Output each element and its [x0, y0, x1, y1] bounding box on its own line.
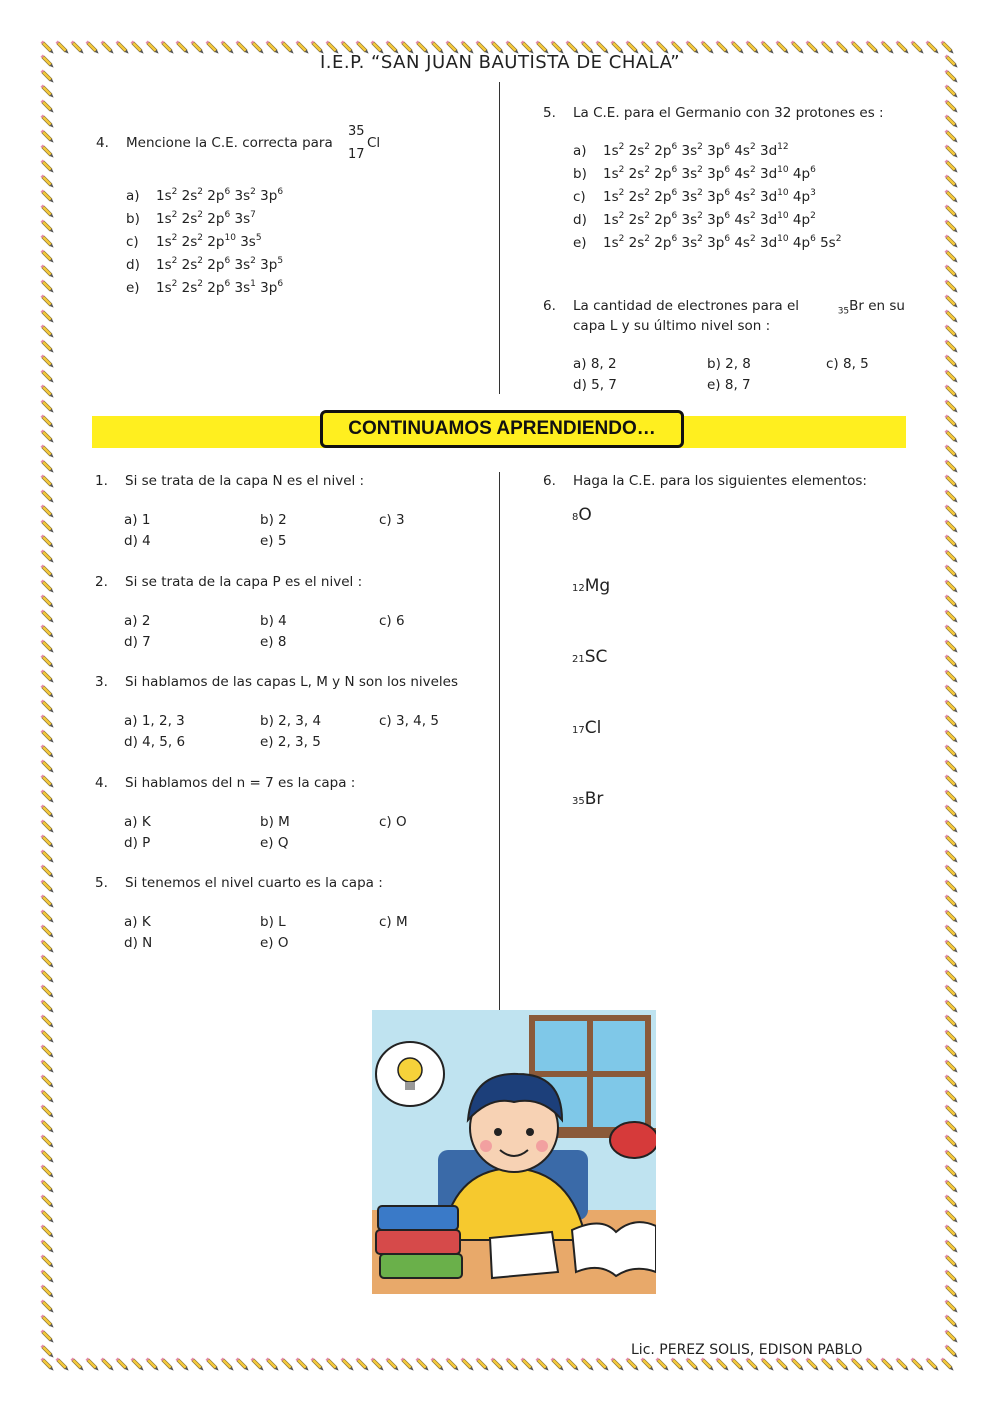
option-a: a) 1 [124, 512, 151, 528]
question-text: Si se trata de la capa P es el nivel : [125, 573, 363, 590]
atomic-number: 21 [572, 654, 585, 665]
element-cl [572, 718, 601, 738]
author-signature: Lic. PEREZ SOLIS, EDISON PABLO [631, 1342, 863, 1358]
text-part: La cantidad de electrones para el [573, 298, 800, 314]
element-symbol: O [578, 505, 592, 525]
question-5 [95, 873, 485, 895]
question-text: Mencione la C.E. correcta para [126, 135, 333, 151]
question-number: 5. [95, 875, 108, 891]
option-b: b) 2 [260, 512, 287, 528]
text-part: Br en su [849, 298, 905, 314]
option-b: b) 4 [260, 612, 287, 629]
option-c: c) 3 [379, 512, 405, 528]
question-6-top [543, 296, 908, 340]
element-br [572, 789, 603, 809]
question-number: 6. [543, 298, 556, 314]
question-text: Si hablamos del n = 7 es la capa : [125, 774, 356, 791]
option-a: a) 1, 2, 3 [124, 713, 185, 729]
question-1 [95, 471, 485, 493]
column-divider-bottom [499, 472, 500, 1010]
option-e: e) O [260, 935, 289, 951]
isotope-symbol: Cl [367, 135, 381, 151]
question-number: 4. [96, 135, 109, 151]
bromine-atomic-number: 35 [837, 306, 850, 317]
option-c: c) $1s^2$ $2s^2$ $2p^6$ $3s^2$ $3p^6$ $4s^2$ $3d^{10}$ $4p^3$ [573, 188, 816, 205]
question-text: Si se trata de la capa N es el nivel : [125, 473, 365, 489]
option-d: d) 4, 5, 6 [124, 734, 186, 750]
option-c: c) O [379, 813, 407, 830]
option-b: b) $1s^2$ $2s^2$ $2p^6$ $3s^7$ [126, 210, 256, 227]
school-title: I.E.P. “SAN JUAN BAUTISTA DE CHALA” [319, 52, 681, 73]
question-text-line2: capa L y su último nivel son : [573, 318, 771, 334]
student-studying-icon [372, 1010, 656, 1294]
section-title: CONTINUAMOS APRENDIENDO… [320, 410, 684, 448]
option-a: a) K [124, 914, 151, 930]
question-2 [95, 572, 485, 594]
option-d: d) $1s^2$ $2s^2$ $2p^6$ $3s^2$ $3p^5$ [126, 256, 284, 273]
option-e: e) 8, 7 [707, 377, 751, 393]
question-4 [95, 773, 485, 795]
option-c: c) 3, 4, 5 [379, 713, 439, 729]
question-text: Si hablamos de las capas L, M y N son los niveles [125, 674, 459, 690]
option-e: e) $1s^2$ $2s^2$ $2p^6$ $3s^2$ $3p^6$ $4s^2$ $3d^{10}$ $4p^6$ $5s^2$ [573, 234, 842, 251]
option-d: d) $1s^2$ $2s^2$ $2p^6$ $3s^2$ $3p^6$ $4s^2$ $3d^{10}$ $4p^2$ [573, 211, 816, 228]
option-a: a) 2 [124, 612, 151, 629]
element-symbol: SC [584, 647, 608, 667]
option-b: b) $1s^2$ $2s^2$ $2p^6$ $3s^2$ $3p^6$ $4s^2$ $3d^{10}$ $4p^6$ [573, 165, 816, 182]
option-b: b) 2, 8 [707, 356, 751, 372]
question-text: Si tenemos el nivel cuarto es la capa : [125, 875, 383, 891]
option-d: d) 7 [124, 633, 151, 650]
option-e: e) 5 [260, 533, 287, 549]
option-a: a) 8, 2 [573, 356, 617, 372]
element-symbol: Mg [584, 576, 611, 596]
question-5-top [543, 103, 923, 125]
atomic-number: 8 [572, 512, 579, 523]
option-d: d) 5, 7 [573, 377, 617, 393]
question-number: 6. [543, 473, 556, 489]
option-d: d) 4 [124, 533, 151, 549]
element-mg [572, 576, 610, 596]
isotope-atomic-number: 17 [348, 147, 365, 162]
option-d: d) P [124, 834, 151, 851]
atomic-number: 12 [572, 583, 585, 594]
option-e: e) Q [260, 834, 289, 851]
option-e: e) $1s^2$ $2s^2$ $2p^6$ $3s^1$ $3p^6$ [126, 279, 284, 296]
option-c: c) 8, 5 [826, 356, 869, 372]
element-symbol: Cl [584, 718, 602, 738]
option-a: a) $1s^2$ $2s^2$ $2p^6$ $3s^2$ $3p^6$ $4s^2$ $3d^{12}$ [573, 142, 789, 159]
question-number: 3. [95, 674, 108, 690]
option-c: c) $1s^2$ $2s^2$ $2p^{10}$ $3s^5$ [126, 233, 262, 250]
option-b: b) M [260, 813, 290, 830]
student-illustration [372, 1010, 656, 1294]
option-c: c) 6 [379, 612, 405, 629]
option-e: e) 2, 3, 5 [260, 734, 321, 750]
option-a: a) $1s^2$ $2s^2$ $2p^6$ $3s^2$ $3p^6$ [126, 187, 284, 204]
question-3 [95, 672, 485, 694]
element-sc [572, 647, 607, 667]
question-number: 4. [95, 774, 108, 791]
atomic-number: 17 [572, 725, 585, 736]
question-6-bottom [543, 471, 923, 493]
question-4-top [96, 124, 486, 163]
element-o [572, 505, 592, 525]
option-b: b) 2, 3, 4 [260, 713, 322, 729]
question-number: 1. [95, 473, 108, 489]
question-text: La C.E. para el Germanio con 32 protones es : [573, 105, 884, 121]
question-text: Haga la C.E. para los siguientes elementos: [573, 473, 867, 489]
option-a: a) K [124, 813, 151, 830]
isotope-mass: 35 [348, 124, 365, 139]
option-d: d) N [124, 935, 153, 951]
question-number: 2. [95, 573, 108, 590]
atomic-number: 35 [572, 796, 585, 807]
option-c: c) M [379, 914, 408, 930]
option-b: b) L [260, 914, 286, 930]
column-divider-top [499, 82, 500, 394]
question-number: 5. [543, 105, 556, 121]
element-symbol: Br [584, 789, 604, 809]
option-e: e) 8 [260, 633, 287, 650]
